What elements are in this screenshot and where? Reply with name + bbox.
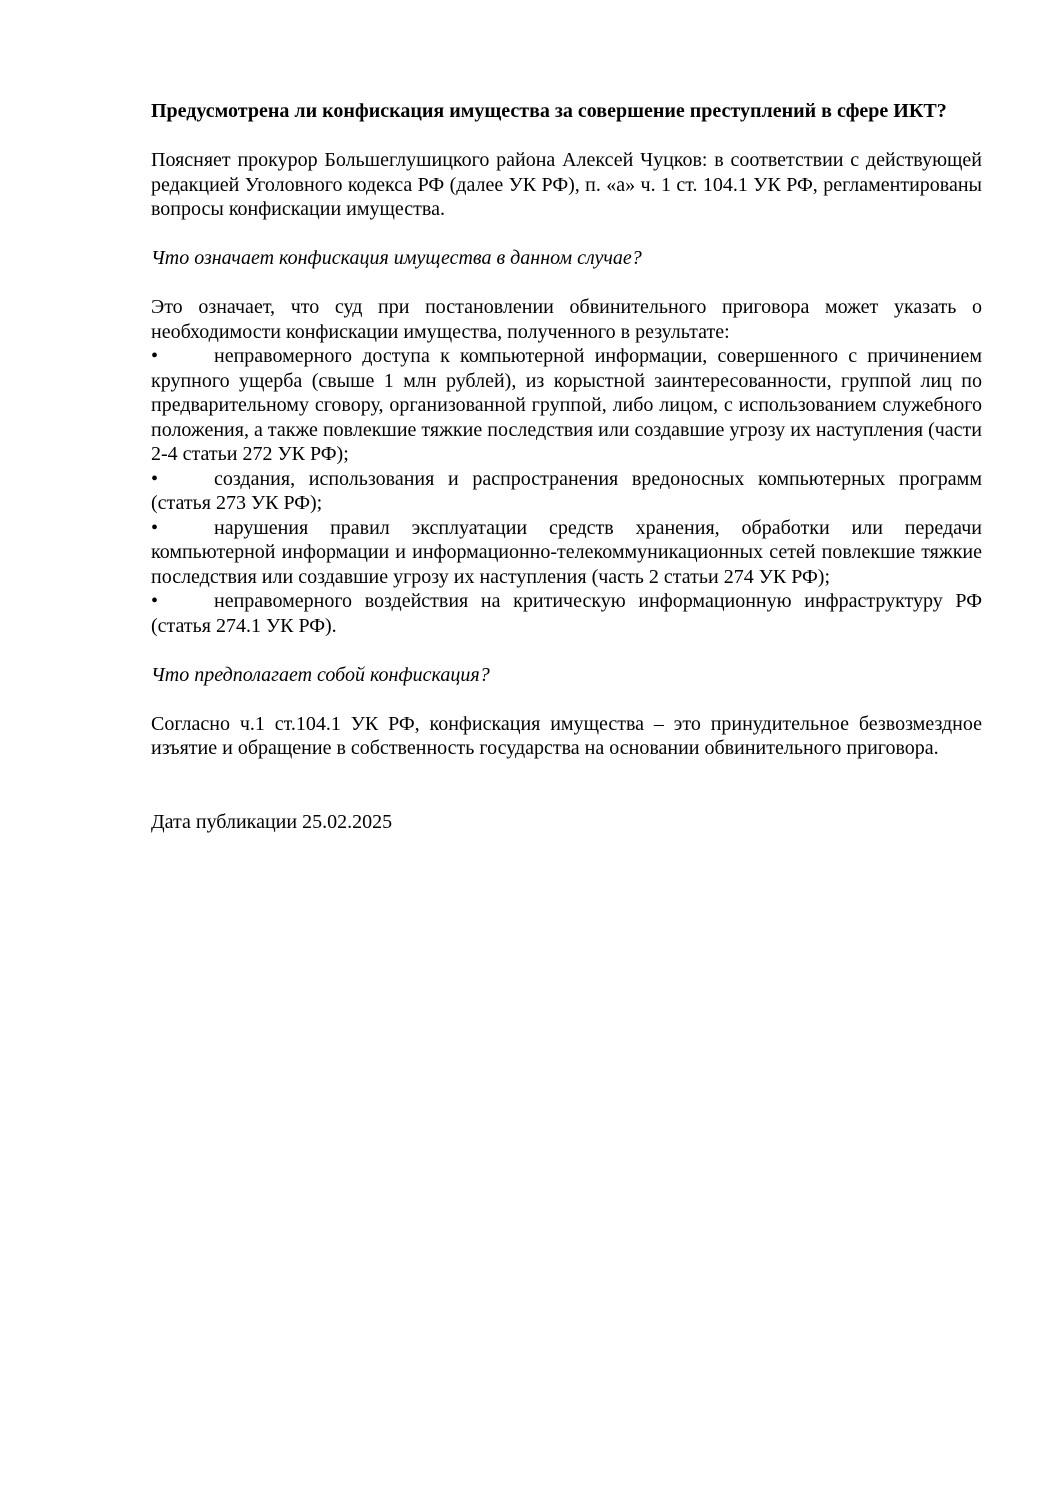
publication-date: Дата публикации 25.02.2025 [151,810,393,833]
bullet-icon: • [151,516,159,539]
question-heading-1: Что означает конфискация имущества в данном случае? [151,247,642,269]
document-page [151,99,982,834]
intro-paragraph: Поясняет прокурор Большеглушицкого района Алексей Чуцков: в соответствии с действующей редакцией Уголовного кодекса РФ (далее УК РФ), п. «а» ч. 1 ст. 104.1 УК РФ, регламентированы вопросы конфискации имущества. [151,149,982,220]
list-item-text: неправомерного воздействия на критическую информационную инфраструктуру РФ (статья 274.1 УК РФ). [151,590,982,637]
spacer [151,638,982,663]
list-item [151,467,982,516]
bullet-icon: • [151,590,159,612]
document-title: Предусмотрена ли конфискация имущества за совершение преступлений в сфере ИКТ? [151,100,947,122]
spacer [151,124,982,149]
bullet-icon: • [151,467,159,490]
bullet-icon: • [151,345,159,367]
spacer [151,271,982,296]
question-heading-2: Что предполагает собой конфискация? [151,663,490,686]
list-item-text: создания, использования и распространения вредоносных компьютерных программ (статья 273 УК РФ); [151,467,982,514]
spacer [151,761,982,810]
list-item [151,344,982,467]
list-item [151,516,982,590]
answer-lead-paragraph: Это означает, что суд при постановлении обвинительного приговора может указать о необходимости конфискации имущества, полученного в результате: [151,296,982,343]
list-item [151,589,982,638]
spacer [151,687,982,712]
list-item-text: нарушения правил эксплуатации средств хранения, обработки или передачи компьютерной информации и информационно-телекоммуникационных сетей повлекшие тяжкие последствия или создавшие угрозу их наступления (часть 2 статьи 274 УК РФ); [151,516,982,588]
list-item-text: неправомерного доступа к компьютерной информации, совершенного с причинением крупного ущерба (свыше 1 млн рублей), из корыстной заинтересованности, группой лиц по предварительному сговору, организованной группой, либо лицом, с использованием служебного положения, а также повлекшие тяжкие последствия или создавшие угрозу их наступления (части 2-4 статьи 272 УК РФ); [151,345,982,465]
spacer [151,222,982,247]
answer-paragraph: Согласно ч.1 ст.104.1 УК РФ, конфискация имущества – это принудительное безвозмездное изъятие и обращение в собственность государства на основании обвинительного приговора. [151,712,982,759]
bullet-list [151,344,982,638]
